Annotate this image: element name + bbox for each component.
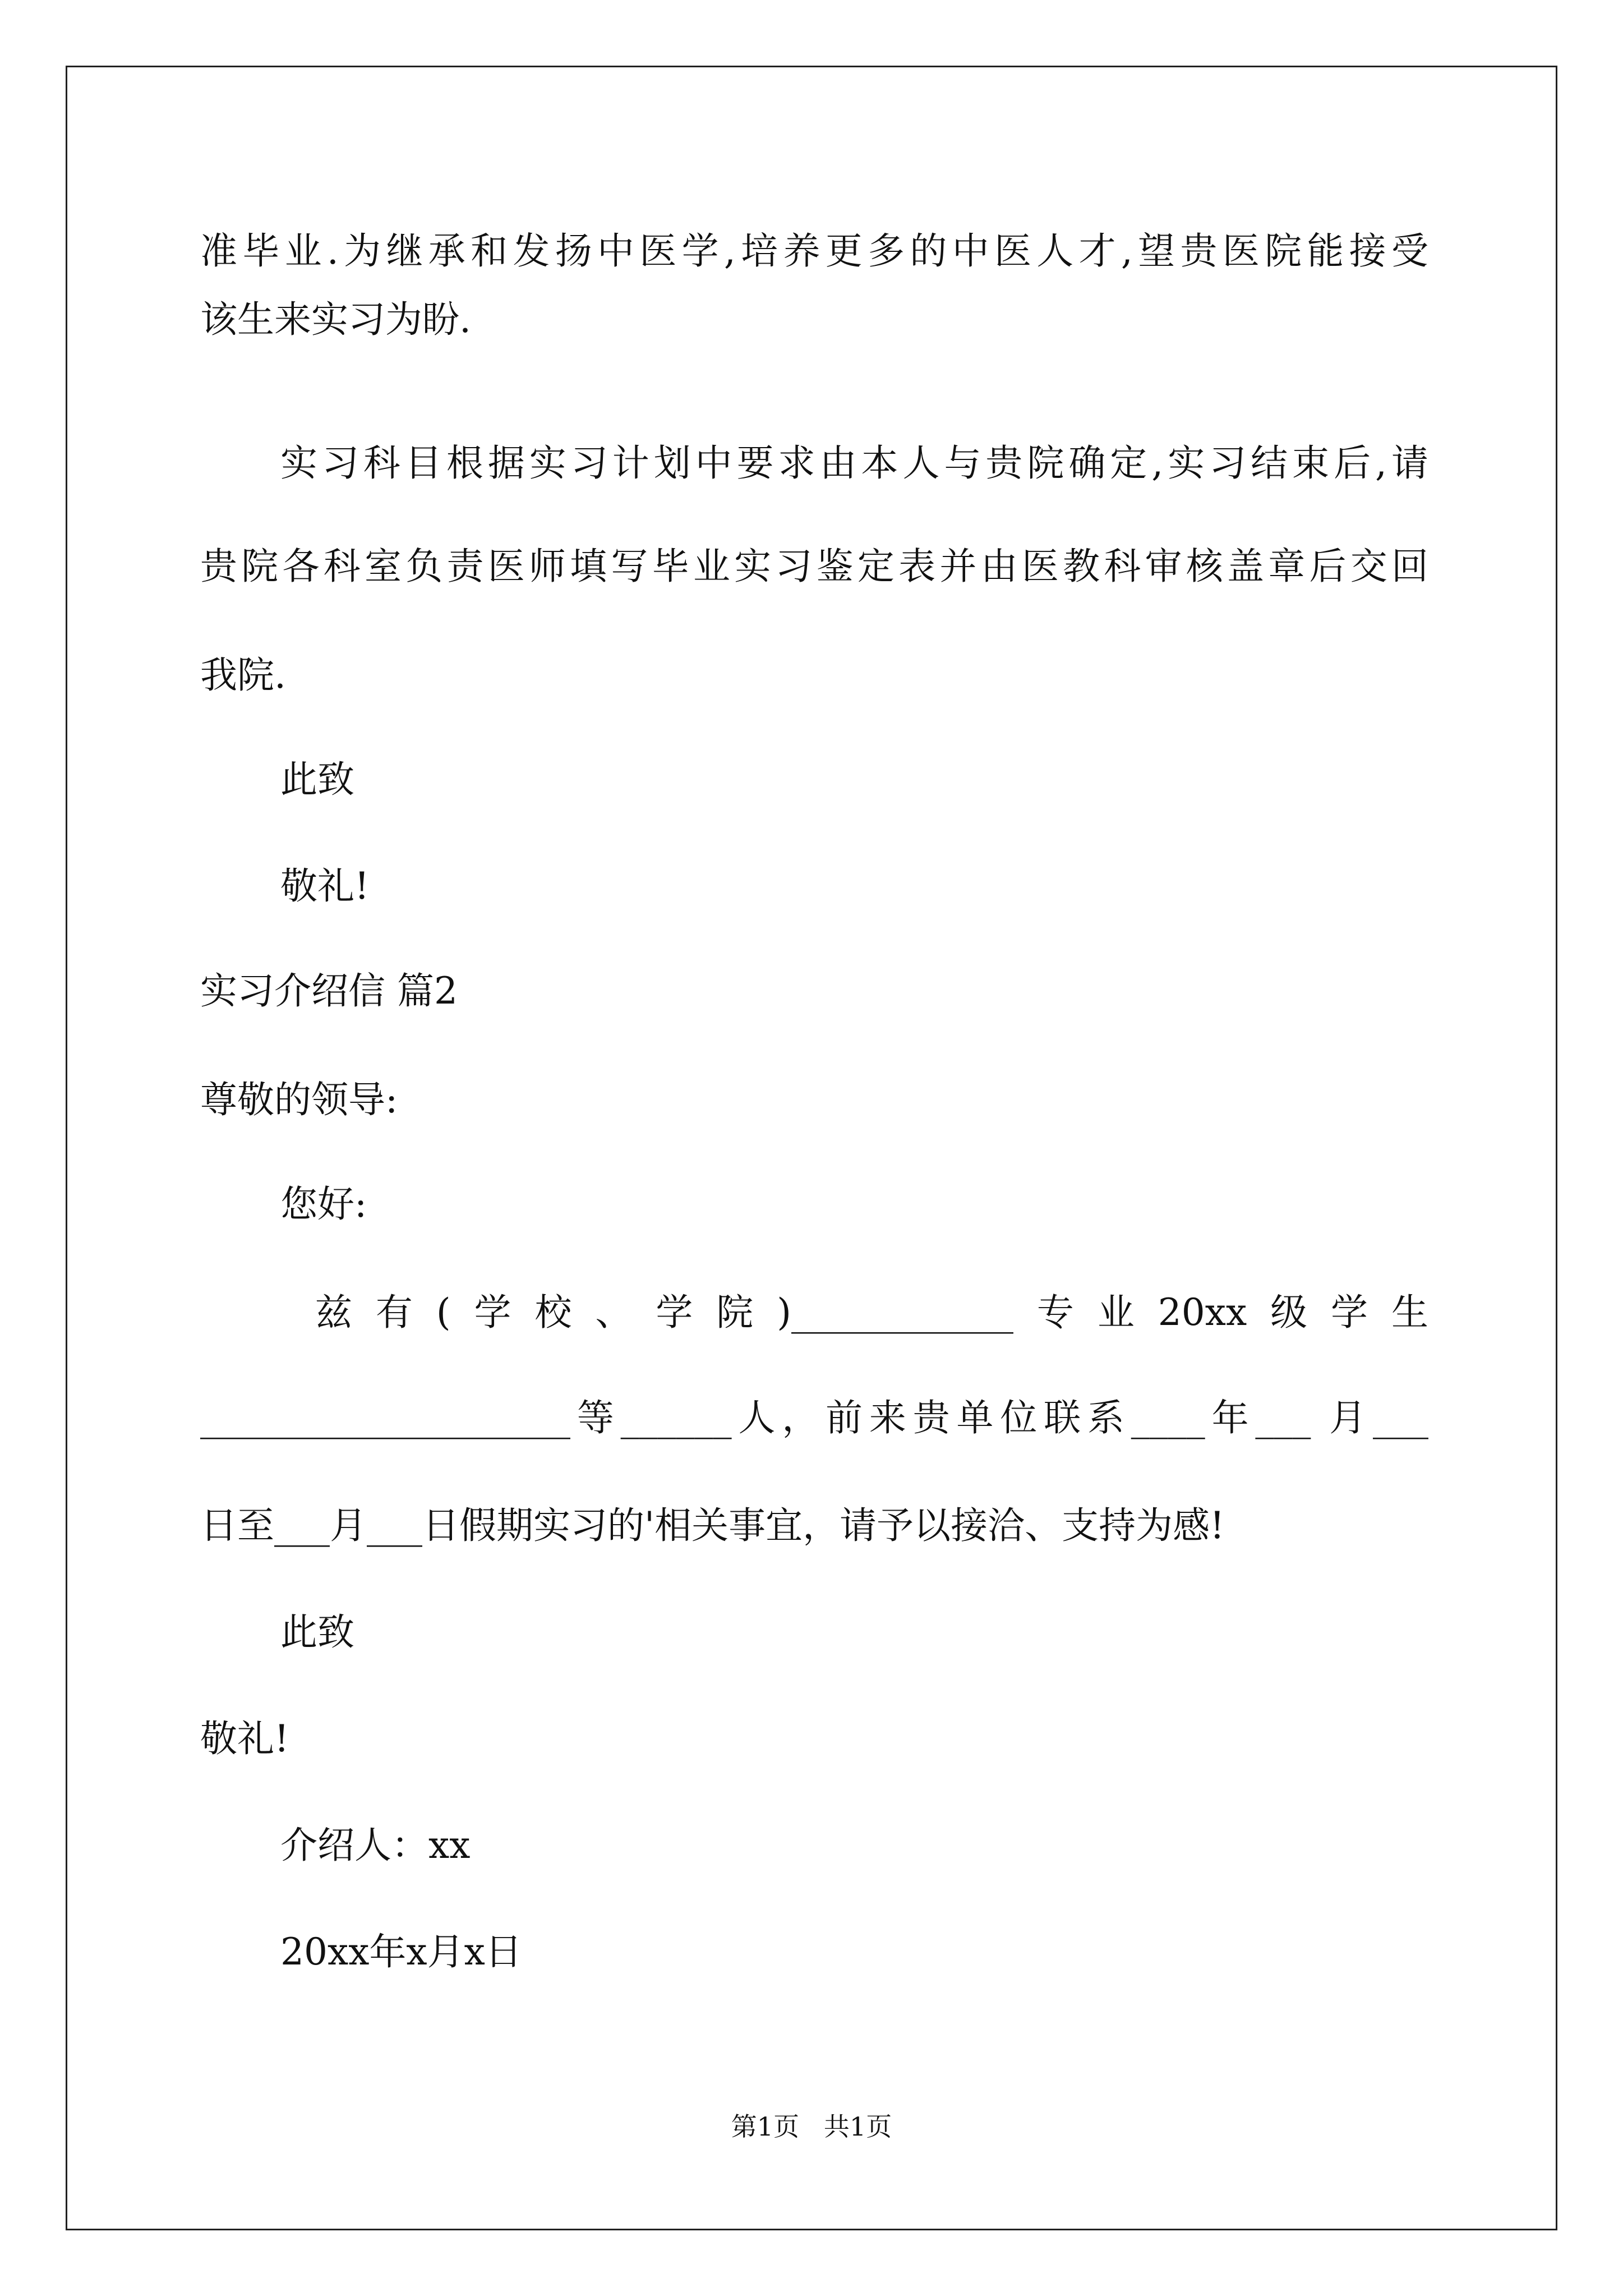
paragraph-line-1: 准毕业.为继承和发扬中医学,培养更多的中医人才,望贵医院能接受	[200, 229, 1428, 273]
paragraph-line-2: 该生来实习为盼.	[200, 298, 471, 341]
introducer-line: 介绍人：xx	[280, 1824, 471, 1867]
paragraph-line-3: 实习科目根据实习计划中要求由本人与贵院确定,实习结束后,请	[280, 441, 1428, 485]
date-line: 20xx年x月x日	[280, 1930, 522, 1973]
salutation-cizhi-2: 此致	[280, 1611, 354, 1654]
salutation-cizhi-1: 此致	[280, 758, 354, 801]
greeting-recipient: 尊敬的领导:	[200, 1078, 398, 1121]
page-footer: 第1页 共1页	[731, 2111, 892, 2142]
page-border	[66, 66, 1557, 2230]
greeting-hello: 您好:	[280, 1182, 367, 1226]
section-heading: 实习介绍信 篇2	[200, 969, 458, 1013]
paragraph-line-4: 贵院各科室负责医师填写毕业实习鉴定表并由医教科审核盖章后交回	[200, 545, 1428, 588]
letter-line-3: 日至___月___日假期实习的'相关事宜，请予以接洽、支持为感!	[200, 1504, 1225, 1547]
salutation-jingli-1: 敬礼!	[280, 864, 370, 908]
paragraph-line-5: 我院.	[200, 654, 286, 697]
letter-line-2: ____________________等______人，前来贵单位联系____年___ 月___	[200, 1396, 1428, 1439]
salutation-jingli-2: 敬礼!	[200, 1717, 289, 1760]
letter-line-1: 兹有(学校、学院)____________专业20xx级学生	[315, 1291, 1428, 1334]
